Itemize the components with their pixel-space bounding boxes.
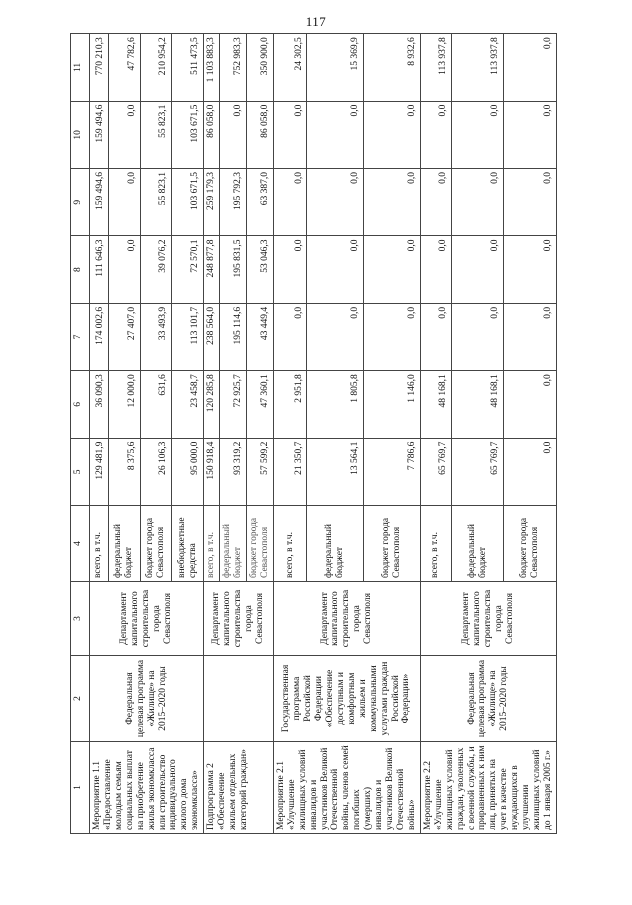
value-cell: 26 106,3 <box>140 438 172 505</box>
value-cell: 27 407,0 <box>108 303 140 370</box>
value-cell: 2 951,8 <box>273 371 307 438</box>
column-header: 11 <box>71 34 90 101</box>
value-cell: 0,0 <box>273 169 307 236</box>
value-cell: 0,0 <box>307 303 364 370</box>
value-cell: 770 210,3 <box>90 34 109 101</box>
value-cell: 111 646,3 <box>90 236 109 303</box>
value-cell: 0,0 <box>364 101 421 168</box>
value-cell: 0,0 <box>273 101 307 168</box>
activity-cell: Подпрограмма 2 «Обеспечение жильем отдельных категорий граждан» <box>204 742 274 834</box>
value-cell: 86 058,0 <box>246 101 273 168</box>
value-cell: 0,0 <box>273 303 307 370</box>
executor-cell: Департамент капитального строительства города Севастополя <box>420 582 556 656</box>
value-cell: 0,0 <box>307 101 364 168</box>
value-cell: 195 114,6 <box>220 303 247 370</box>
value-cell: 511 473,5 <box>172 34 204 101</box>
value-cell: 8 375,6 <box>108 438 140 505</box>
value-cell: 0,0 <box>420 169 451 236</box>
rotated-table-container <box>70 34 590 834</box>
value-cell: 47 360,1 <box>246 371 273 438</box>
value-cell: 24 302,5 <box>273 34 307 101</box>
table-body <box>90 34 557 834</box>
value-cell: 0,0 <box>504 34 556 101</box>
value-cell: 631,6 <box>140 371 172 438</box>
program-cell: Государственная программа Российской Федерации «Обеспечение доступным и комфортным жильем и коммунальными услугами граждан Российской Федерации» <box>273 656 420 742</box>
value-cell: 0,0 <box>364 169 421 236</box>
value-cell: 0,0 <box>307 169 364 236</box>
value-cell: 0,0 <box>504 371 556 438</box>
executor-cell: Департамент капитального строительства города Севастополя <box>204 582 274 656</box>
funding-source-cell: бюджет города Севастополя <box>140 506 172 582</box>
value-cell: 113 937,8 <box>451 34 503 101</box>
program-cell: Федеральная целевая программа «Жилище» на 2015–2020 годы <box>420 656 556 742</box>
value-cell: 113 937,8 <box>420 34 451 101</box>
funding-source-cell: бюджет города Севастополя <box>364 506 421 582</box>
funding-source-cell: бюджет города Севастополя <box>246 506 273 582</box>
value-cell: 8 932,6 <box>364 34 421 101</box>
value-cell: 195 792,3 <box>220 169 247 236</box>
value-cell: 0,0 <box>451 169 503 236</box>
funding-source-cell: всего, в т.ч. <box>204 506 220 582</box>
program-cell: Федеральная целевая программа «Жилище» на 2015–2020 годы <box>90 656 204 742</box>
table-row <box>90 34 109 834</box>
value-cell: 13 564,1 <box>307 438 364 505</box>
value-cell: 0,0 <box>364 303 421 370</box>
value-cell: 36 090,3 <box>90 371 109 438</box>
column-header: 6 <box>71 371 90 438</box>
value-cell: 103 671,5 <box>172 169 204 236</box>
column-header: 9 <box>71 169 90 236</box>
column-header: 1 <box>71 742 90 834</box>
column-header: 2 <box>71 656 90 742</box>
value-cell: 0,0 <box>307 236 364 303</box>
funding-source-cell: федеральный бюджет <box>451 506 503 582</box>
value-cell: 43 449,4 <box>246 303 273 370</box>
value-cell: 159 494,6 <box>90 169 109 236</box>
column-header: 8 <box>71 236 90 303</box>
value-cell: 0,0 <box>504 438 556 505</box>
executor-cell: Департамент капитального строительства города Севастополя <box>273 582 420 656</box>
table-row <box>420 34 451 834</box>
value-cell: 63 387,0 <box>246 169 273 236</box>
value-cell: 259 179,3 <box>204 169 220 236</box>
page-number: 117 <box>305 14 327 29</box>
funding-source-cell: всего, в т.ч. <box>273 506 307 582</box>
activity-cell: Мероприятие 2.2 «Улучшение жилищных условий граждан, уволенных с военной службы, и приравненных к ним лиц, принятых на учет в качестве нуждающихся в улучшении жилищных условий до 1 января 2005 г.» <box>420 742 556 834</box>
value-cell: 47 782,6 <box>108 34 140 101</box>
value-cell: 0,0 <box>420 303 451 370</box>
column-header: 5 <box>71 438 90 505</box>
value-cell: 350 900,0 <box>246 34 273 101</box>
value-cell: 129 481,9 <box>90 438 109 505</box>
funding-source-cell: всего, в т.ч. <box>420 506 451 582</box>
funding-source-cell: федеральный бюджет <box>108 506 140 582</box>
value-cell: 23 458,7 <box>172 371 204 438</box>
value-cell: 7 786,6 <box>364 438 421 505</box>
column-header: 10 <box>71 101 90 168</box>
value-cell: 752 983,3 <box>220 34 247 101</box>
value-cell: 48 168,1 <box>451 371 503 438</box>
value-cell: 33 493,9 <box>140 303 172 370</box>
value-cell: 39 076,2 <box>140 236 172 303</box>
program-cell <box>204 656 274 742</box>
value-cell: 0,0 <box>504 169 556 236</box>
value-cell: 21 350,7 <box>273 438 307 505</box>
value-cell: 0,0 <box>504 101 556 168</box>
value-cell: 48 168,1 <box>420 371 451 438</box>
value-cell: 1 103 883,3 <box>204 34 220 101</box>
funding-source-cell: федеральный бюджет <box>307 506 364 582</box>
value-cell: 174 002,6 <box>90 303 109 370</box>
funding-source-cell: внебюджетные средства <box>172 506 204 582</box>
executor-cell: Департамент капитального строительства города Севастополя <box>90 582 204 656</box>
value-cell: 0,0 <box>108 169 140 236</box>
value-cell: 0,0 <box>364 236 421 303</box>
activity-cell: Мероприятие 1.1 «Предоставление молодым семьям социальных выплат на приобретение жилья экономкласса или строительство индивидуального жилого дома экономкласса» <box>90 742 204 834</box>
value-cell: 210 954,2 <box>140 34 172 101</box>
value-cell: 0,0 <box>451 101 503 168</box>
table-row <box>273 34 307 834</box>
activity-cell: Мероприятие 2.1 «Улучшение жилищных условий инвалидов и участников Великой Отечественной войны, членов семей погибших (умерших) инвалидов и участников Великой Отечественной войны» <box>273 742 420 834</box>
value-cell: 113 101,7 <box>172 303 204 370</box>
value-cell: 0,0 <box>220 101 247 168</box>
funding-source-cell: федеральный бюджет <box>220 506 247 582</box>
value-cell: 248 877,8 <box>204 236 220 303</box>
value-cell: 55 823,1 <box>140 101 172 168</box>
value-cell: 0,0 <box>451 236 503 303</box>
value-cell: 55 823,1 <box>140 169 172 236</box>
value-cell: 0,0 <box>273 236 307 303</box>
value-cell: 65 769,7 <box>420 438 451 505</box>
column-header: 4 <box>71 506 90 582</box>
value-cell: 15 369,9 <box>307 34 364 101</box>
value-cell: 1 805,8 <box>307 371 364 438</box>
table-row <box>204 34 220 834</box>
funding-source-cell: всего, в т.ч. <box>90 506 109 582</box>
value-cell: 120 285,8 <box>204 371 220 438</box>
value-cell: 53 046,3 <box>246 236 273 303</box>
value-cell: 95 000,0 <box>172 438 204 505</box>
value-cell: 1 146,0 <box>364 371 421 438</box>
value-cell: 65 769,7 <box>451 438 503 505</box>
value-cell: 195 831,5 <box>220 236 247 303</box>
funding-source-cell: бюджет города Севастополя <box>504 506 556 582</box>
value-cell: 103 671,5 <box>172 101 204 168</box>
column-header: 7 <box>71 303 90 370</box>
value-cell: 12 000,0 <box>108 371 140 438</box>
value-cell: 0,0 <box>451 303 503 370</box>
value-cell: 0,0 <box>420 101 451 168</box>
value-cell: 86 058,0 <box>204 101 220 168</box>
value-cell: 0,0 <box>108 236 140 303</box>
value-cell: 72 925,7 <box>220 371 247 438</box>
header-row <box>71 34 90 834</box>
value-cell: 72 570,1 <box>172 236 204 303</box>
value-cell: 57 599,2 <box>246 438 273 505</box>
value-cell: 0,0 <box>504 303 556 370</box>
value-cell: 238 564,0 <box>204 303 220 370</box>
value-cell: 150 918,4 <box>204 438 220 505</box>
budget-table <box>70 33 557 834</box>
value-cell: 159 494,6 <box>90 101 109 168</box>
column-header: 3 <box>71 582 90 656</box>
value-cell: 93 319,2 <box>220 438 247 505</box>
value-cell: 0,0 <box>504 236 556 303</box>
value-cell: 0,0 <box>420 236 451 303</box>
value-cell: 0,0 <box>108 101 140 168</box>
